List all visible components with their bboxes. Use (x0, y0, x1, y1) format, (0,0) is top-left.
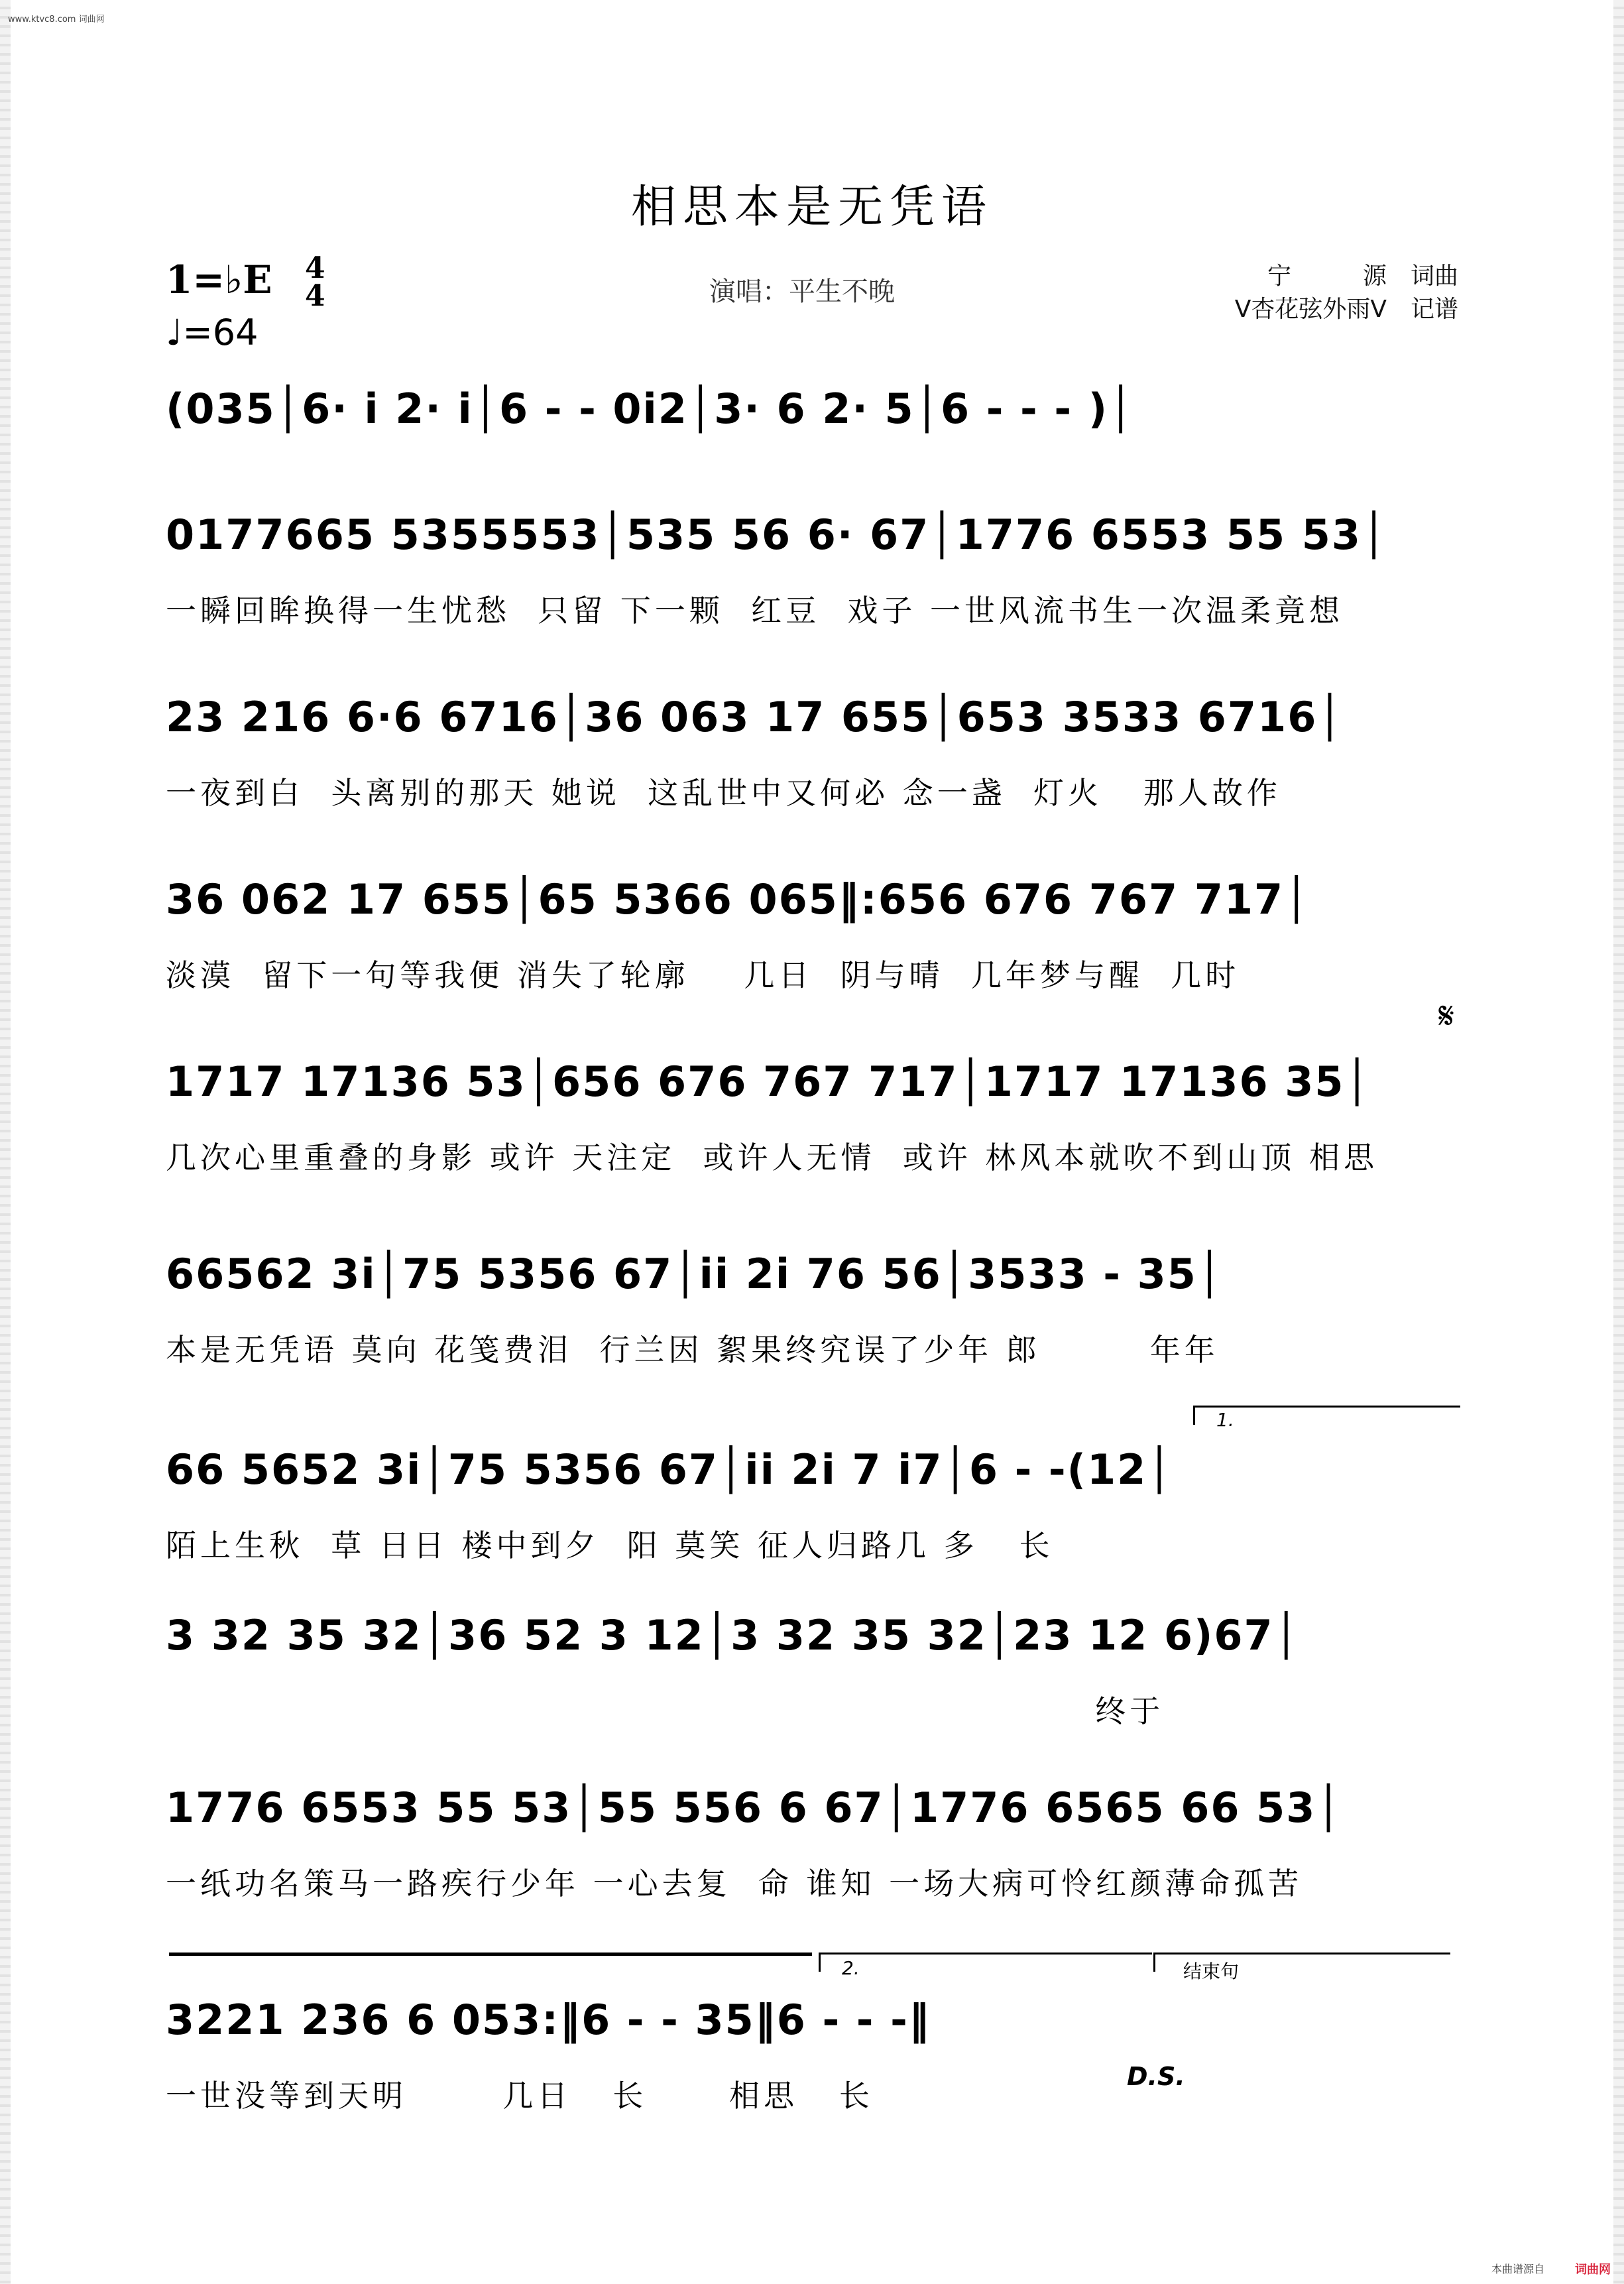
lyrics-line: 一夜到白 头离别的那天 她说 这乱世中又何必 念一盏 灯火 那人故作 (166, 775, 1281, 811)
lyrics-line: 一瞬回眸换得一生忧愁 只留 下一颗 红豆 戏子 一世风流书生一次温柔竟想 (166, 593, 1344, 629)
notation-line: 66 5652 3i│75 5356 67│ii 2i 7 i7│6 - -(12│ (166, 1445, 1173, 1494)
composer-credit: 宁 源 词曲 (1267, 263, 1458, 290)
ending-2-label: 2. (842, 1957, 860, 1979)
lyrics-line: 终于 (166, 1693, 1165, 1729)
notation-line: 23 216 6·6 6716│36 063 17 655│653 3533 6716│ (166, 693, 1344, 741)
singer-credit: 演唱：平生不晚 (709, 276, 895, 307)
key-signature: 1=♭E (166, 257, 272, 302)
transcriber-credit: V杏花弦外雨V 记谱 (1234, 296, 1458, 323)
ds-marking: D.S. (1127, 2062, 1185, 2091)
lyrics-line: 淡漠 留下一句等我便 消失了轮廓 几日 阴与晴 几年梦与醒 几时 (166, 957, 1240, 993)
time-sig-bottom: 4 (305, 279, 325, 313)
notation-line: 36 062 17 655│65 5366 065‖:656 676 767 717│ (166, 875, 1310, 924)
system-top-rule (169, 1953, 812, 1956)
tempo-marking: ♩=64 (166, 312, 259, 353)
time-signature (305, 251, 325, 313)
right-border-strip (1613, 0, 1624, 2284)
left-border-strip (0, 0, 11, 2284)
lyrics-line: 一纸功名策马一路疾行少年 一心去复 命 谁知 一场大病可怜红颜薄命孤苦 (166, 1866, 1303, 1901)
ending-1-label: 1. (1216, 1409, 1234, 1431)
site-watermark: www.ktvc8.com 词曲网 (8, 15, 105, 25)
lyrics-line: 一世没等到天明 几日 长 相思 长 (166, 2078, 874, 2114)
notation-line: 1717 17136 53│656 676 767 717│1717 17136 35│ (166, 1057, 1371, 1106)
notation-line: 3221 236 6 053:‖6 - - 35‖6 - - -‖ (166, 1996, 931, 2044)
footer-site-logo: 词曲网 (1575, 2263, 1611, 2277)
lyrics-line: 本是无凭语 莫向 花笺费泪 行兰因 絮果终究误了少年 郎 年年 (166, 1332, 1219, 1368)
coda-label: 结束句 (1183, 1960, 1240, 1982)
notation-line: 66562 3i│75 5356 67│ii 2i 76 56│3533 - 35│ (166, 1250, 1224, 1298)
lyrics-line: 陌上生秋 草 日日 楼中到夕 阳 莫笑 征人归路几 多 长 (166, 1528, 1054, 1563)
footer-source-label: 本曲谱源自 (1491, 2263, 1544, 2275)
segno-sign: 𝄋 (1438, 994, 1455, 1038)
notation-line: 1776 6553 55 53│55 556 6 67│1776 6565 66 53│ (166, 1783, 1342, 1832)
notation-line: 0177665 5355553│535 56 6· 67│1776 6553 55 53│ (166, 511, 1388, 559)
time-sig-top: 4 (305, 251, 325, 285)
ending-2-bracket (819, 1953, 1152, 1972)
notation-line: (035│6· i 2· i│6 - - 0i2│3· 6 2· 5│6 - - - )│ (166, 385, 1135, 433)
lyrics-line: 几次心里重叠的身影 或许 天注定 或许人无情 或许 林风本就吹不到山顶 相思 (166, 1140, 1378, 1175)
song-title: 相思本是无凭语 (630, 181, 993, 233)
notation-line: 3 32 35 32│36 52 3 12│3 32 35 32│23 12 6)67│ (166, 1611, 1300, 1659)
